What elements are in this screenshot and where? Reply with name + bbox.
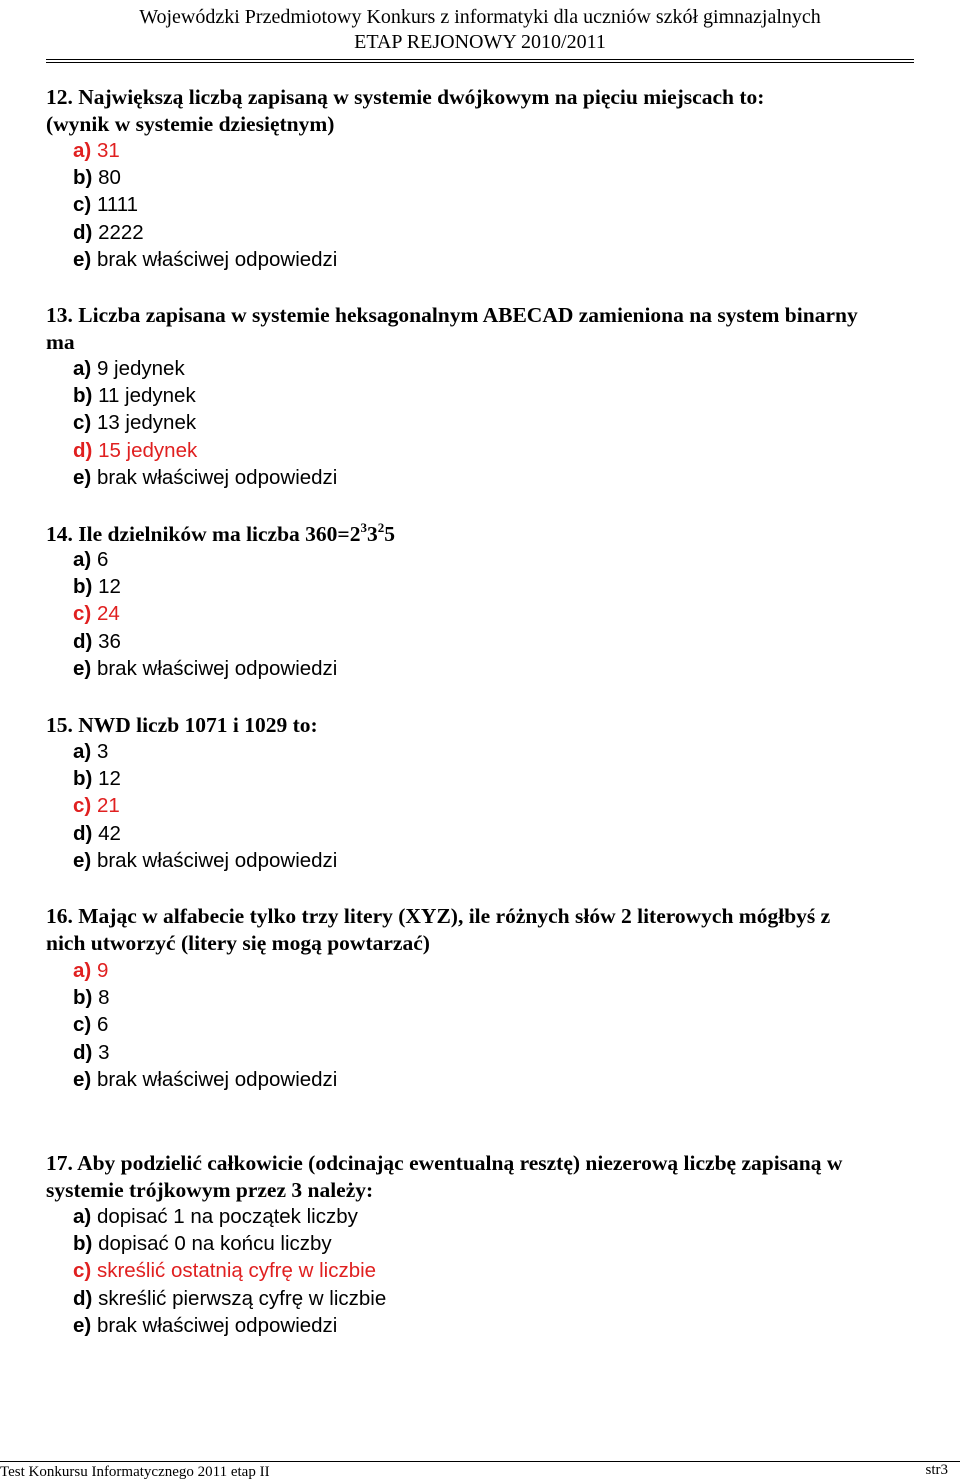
header-divider [46,59,914,60]
question-13-options [73,355,337,491]
option-c: c) skreślić ostatnią cyfrę w liczbie [73,1259,377,1283]
exponent: 2 [377,520,385,535]
option-b: b) 11 jedynek [73,384,196,408]
question-15-options [73,738,337,874]
option-d: d) 3 [73,1040,110,1064]
option-d: d) 36 [73,629,121,653]
question-14 [46,521,916,548]
header-stage: ETAP REJONOWY 2010/2011 [354,31,606,53]
option-a: a) 9 jedynek [73,357,185,380]
option-e: e) brak właściwej odpowiedzi [73,247,338,271]
option-b: b) 12 [73,767,121,791]
option-c: c) 6 [73,1013,109,1037]
question-17 [46,1150,916,1204]
option-d: d) 15 jedynek [73,438,198,462]
option-e: e) brak właściwej odpowiedzi [73,848,338,872]
question-14-options [73,546,337,682]
question-17-options [73,1203,386,1339]
option-c: c) 21 [73,794,120,818]
page-number: str3 [925,1462,948,1478]
option-a: a) 31 [73,139,120,162]
question-text-line: 17. Aby podzielić całkowicie (odcinając ewentualną resztę) niezerową liczbę zapisaną w [46,1151,843,1175]
question-12 [46,84,916,138]
header-divider-second [46,62,914,63]
option-b: b) 8 [73,986,110,1010]
exponent: 3 [360,520,367,535]
question-text-line: systemie trójkowym przez 3 należy: [46,1178,374,1202]
option-e: e) brak właściwej odpowiedzi [73,656,338,680]
option-c: c) 24 [73,602,120,626]
option-e: e) brak właściwej odpowiedzi [73,1067,338,1091]
question-text-line: (wynik w systemie dziesiętnym) [46,112,335,136]
footer-divider [0,1461,960,1462]
option-c: c) 1111 [73,193,138,217]
footer-title: Test Konkursu Informatycznego 2011 etap II [0,1464,270,1480]
question-text-line: 16. Mając w alfabecie tylko trzy litery (XYZ), ile różnych słów 2 literowych mógłbyś z [46,904,831,928]
question-text-line: 12. Największą liczbą zapisaną w systemie dwójkowym na pięciu miejscach to: [46,85,765,109]
option-a: a) dopisać 1 na początek liczby [73,1205,358,1228]
question-16-options [73,957,337,1093]
option-b: b) dopisać 0 na końcu liczby [73,1232,332,1256]
question-text-line: 14. Ile dzielników ma liczba $360=2^33^25$ [46,520,395,546]
question-16 [46,903,916,957]
question-15 [46,712,916,739]
question-13 [46,302,916,356]
question-text-line: ma [46,330,75,354]
option-a: a) 3 [73,740,109,763]
option-b: b) 12 [73,575,121,599]
option-c: c) 13 jedynek [73,411,197,435]
question-12-options [73,137,337,273]
option-a: a) 6 [73,548,109,571]
option-e: e) brak właściwej odpowiedzi [73,1313,338,1337]
option-d: d) 42 [73,821,121,845]
question-text-line: nich utworzyć (litery się mogą powtarzać) [46,931,430,955]
option-d: d) 2222 [73,220,144,244]
question-text-line: 13. Liczba zapisana w systemie heksagonalnym ABECAD zamieniona na system binarny [46,303,858,327]
header-contest-title: Wojewódzki Przedmiotowy Konkurs z informatyki dla uczniów szkół gimnazjalnych [139,6,821,28]
question-text-line: 15. NWD liczb 1071 i 1029 to: [46,713,318,737]
option-a: a) 9 [73,959,109,982]
option-d: d) skreślić pierwszą cyfrę w liczbie [73,1286,387,1310]
option-b: b) 80 [73,166,121,190]
option-e: e) brak właściwej odpowiedzi [73,465,338,489]
